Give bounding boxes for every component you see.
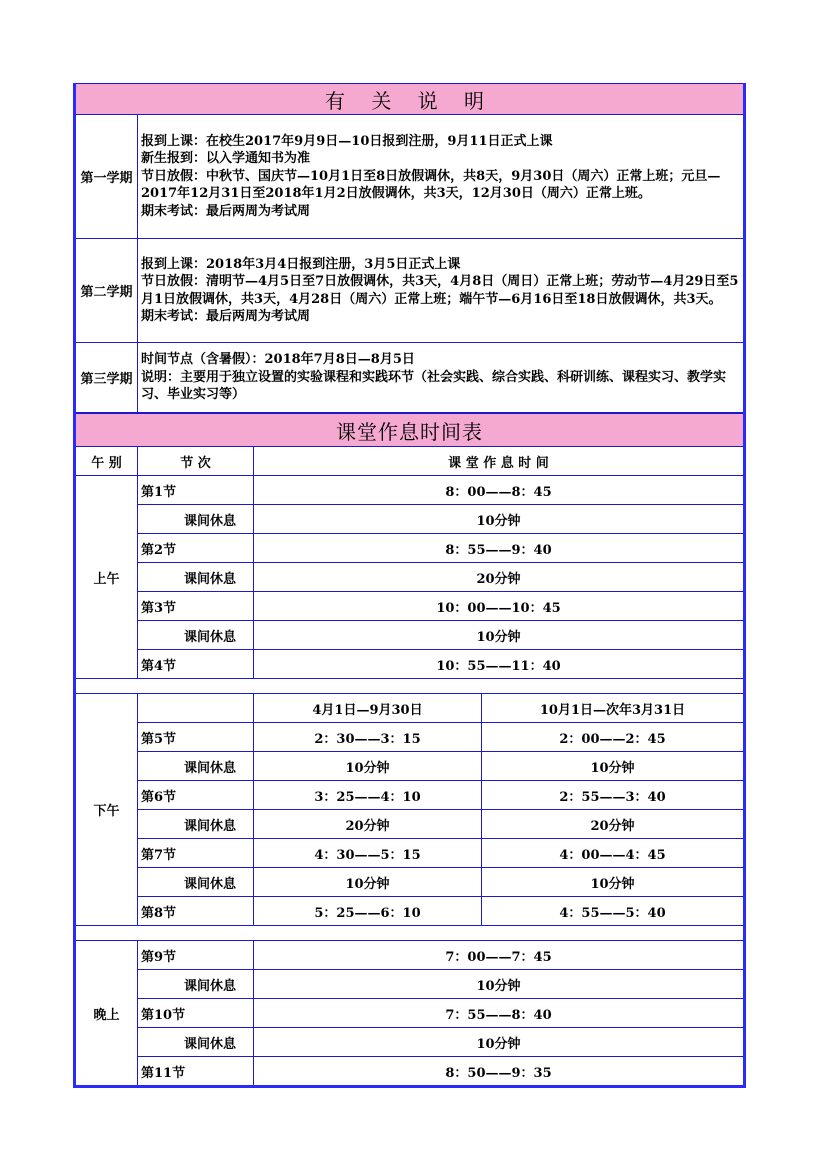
break-time: 20分钟 bbox=[254, 563, 745, 592]
section-name: 第11节 bbox=[138, 1057, 254, 1087]
section-time: 7：00——7：45 bbox=[254, 941, 745, 970]
season-b-time: 10分钟 bbox=[482, 868, 745, 897]
semester-3-notes bbox=[138, 343, 745, 413]
note-line: 节日放假：清明节—4月5日至7日放假调休，共3天，4月8日（周日）正常上班；劳动节—4月29日至5月1日放假调休，共3天，4月28日（周六）正常上班；端午节—6月16日至18日放假调休，共3天。 bbox=[141, 274, 739, 307]
note-line: 节日放假：中秋节、国庆节—10月1日至8日放假调休，共8天，9月30日（周六）正常上班；元旦—2017年12月31日至2018年1月2日放假调休，共3天，12月30日（周六）正常上班。 bbox=[141, 168, 721, 202]
spacer-row bbox=[75, 679, 745, 694]
note-line: 期末考试：最后两周为考试周 bbox=[141, 309, 311, 324]
season-a-time: 5：25——6：10 bbox=[254, 897, 482, 926]
season-a-time: 10分钟 bbox=[254, 868, 482, 897]
section-name: 第2节 bbox=[138, 534, 254, 563]
break-name: 课间休息 bbox=[138, 621, 254, 650]
break-name: 课间休息 bbox=[138, 868, 254, 897]
evening-label: 晚上 bbox=[75, 941, 138, 1087]
timetable bbox=[73, 413, 746, 1088]
schedule-sheet bbox=[73, 83, 743, 1088]
season-a-header: 4月1日—9月30日 bbox=[254, 694, 482, 723]
season-a-time: 10分钟 bbox=[254, 752, 482, 781]
semester-1-label: 第一学期 bbox=[75, 115, 138, 239]
section-name: 第3节 bbox=[138, 592, 254, 621]
timetable-title: 课堂作息时间表 bbox=[75, 414, 745, 447]
season-b-time: 2：55——3：40 bbox=[482, 781, 745, 810]
section-name: 第9节 bbox=[138, 941, 254, 970]
section-time: 8：00——8：45 bbox=[254, 476, 745, 505]
header-time: 课 堂 作 息 时 间 bbox=[254, 447, 745, 476]
header-section: 节 次 bbox=[138, 447, 254, 476]
empty-cell bbox=[138, 694, 254, 723]
notes-table bbox=[73, 83, 746, 413]
season-a-time: 2：30——3：15 bbox=[254, 723, 482, 752]
break-name: 课间休息 bbox=[138, 563, 254, 592]
note-line: 说明：主要用于独立设置的实验课程和实践环节（社会实践、综合实践、科研训练、课程实习、教学实习、毕业实习等） bbox=[141, 369, 727, 403]
section-name: 第5节 bbox=[138, 723, 254, 752]
season-a-time: 4：30——5：15 bbox=[254, 839, 482, 868]
break-name: 课间休息 bbox=[138, 810, 254, 839]
break-time: 10分钟 bbox=[254, 1028, 745, 1057]
break-name: 课间休息 bbox=[138, 1028, 254, 1057]
season-b-time: 2：00——2：45 bbox=[482, 723, 745, 752]
header-period: 午 别 bbox=[75, 447, 138, 476]
note-line: 期末考试：最后两周为考试周 bbox=[141, 203, 311, 219]
section-time: 7：55——8：40 bbox=[254, 999, 745, 1028]
section-time: 10：00——10：45 bbox=[254, 592, 745, 621]
break-time: 10分钟 bbox=[254, 505, 745, 534]
season-a-time: 20分钟 bbox=[254, 810, 482, 839]
section-name: 第7节 bbox=[138, 839, 254, 868]
season-a-time: 3：25——4：10 bbox=[254, 781, 482, 810]
semester-1-notes bbox=[138, 115, 745, 239]
section-time: 8：50——9：35 bbox=[254, 1057, 745, 1087]
spacer-row bbox=[75, 926, 745, 941]
break-time: 10分钟 bbox=[254, 970, 745, 999]
semester-2-notes bbox=[138, 239, 745, 343]
break-time: 10分钟 bbox=[254, 621, 745, 650]
semester-2-label: 第二学期 bbox=[75, 239, 138, 343]
note-line: 报到上课：在校生2017年9月9日—10日报到注册，9月11日正式上课 bbox=[141, 133, 553, 149]
season-b-header: 10月1日—次年3月31日 bbox=[482, 694, 745, 723]
season-b-time: 4：00——4：45 bbox=[482, 839, 745, 868]
section-name: 第10节 bbox=[138, 999, 254, 1028]
section-time: 8：55——9：40 bbox=[254, 534, 745, 563]
section-name: 第4节 bbox=[138, 650, 254, 679]
morning-label: 上午 bbox=[75, 476, 138, 679]
section-time: 10：55——11：40 bbox=[254, 650, 745, 679]
season-b-time: 20分钟 bbox=[482, 810, 745, 839]
note-line: 时间节点（含暑假）：2018年7月8日—8月5日 bbox=[141, 352, 415, 368]
section-name: 第6节 bbox=[138, 781, 254, 810]
section-name: 第8节 bbox=[138, 897, 254, 926]
break-name: 课间休息 bbox=[138, 970, 254, 999]
section-name: 第1节 bbox=[138, 476, 254, 505]
note-line: 报到上课：2018年3月4日报到注册，3月5日正式上课 bbox=[141, 256, 461, 272]
break-name: 课间休息 bbox=[138, 752, 254, 781]
season-b-time: 4：55——5：40 bbox=[482, 897, 745, 926]
notes-title: 有 关 说 明 bbox=[75, 84, 745, 115]
season-b-time: 10分钟 bbox=[482, 752, 745, 781]
break-name: 课间休息 bbox=[138, 505, 254, 534]
semester-3-label: 第三学期 bbox=[75, 343, 138, 413]
afternoon-label: 下午 bbox=[75, 694, 138, 926]
note-line: 新生报到：以入学通知书为准 bbox=[141, 151, 311, 167]
